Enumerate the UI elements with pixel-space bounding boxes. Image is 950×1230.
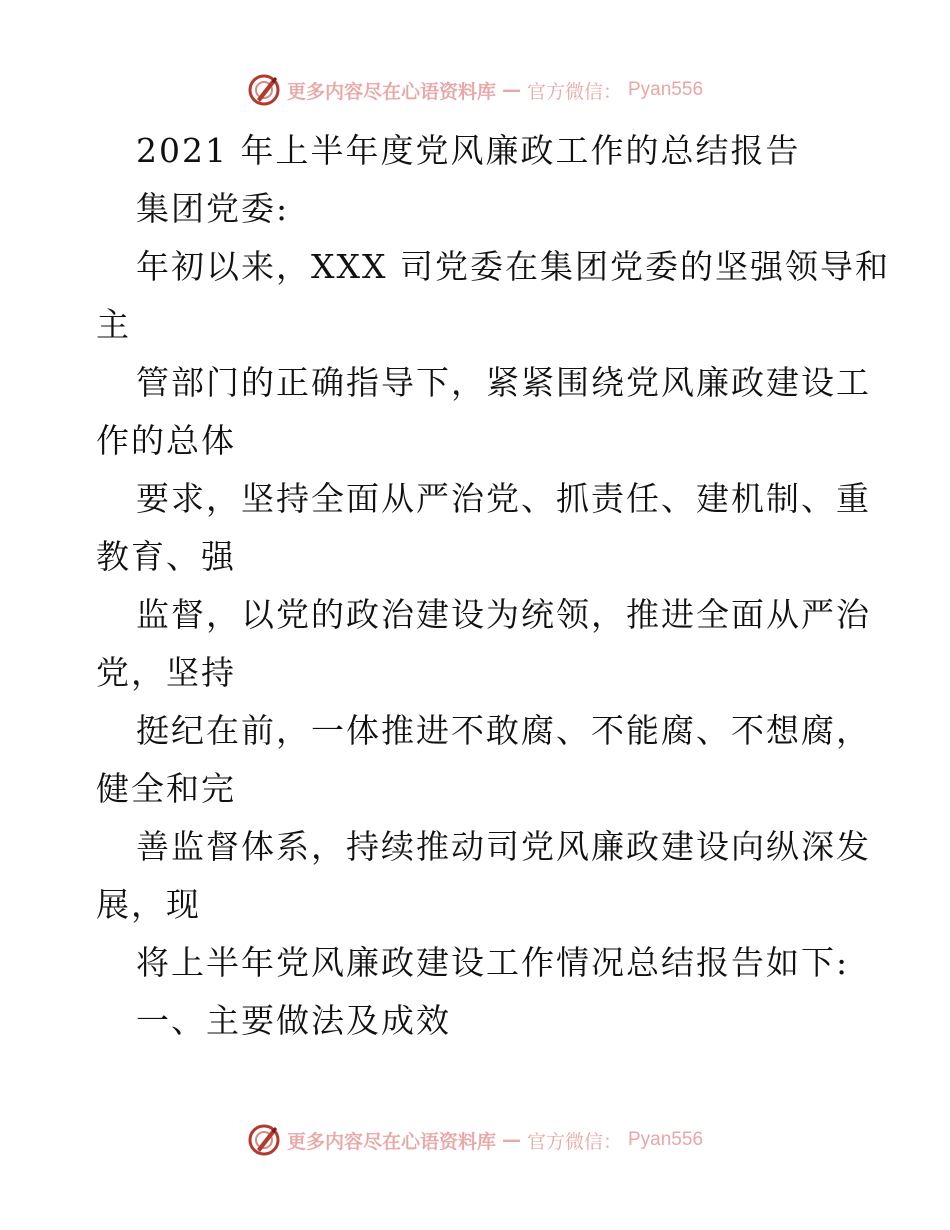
- banner-separator: —: [501, 79, 521, 101]
- paragraph-line: 监督，以党的政治建设为统领，推进全面从严治: [136, 595, 871, 634]
- header-banner: [0, 72, 950, 108]
- paragraph-line: 挺纪在前，一体推进不敢腐、不能腐、不想腐，: [136, 711, 871, 750]
- banner-site-text: 更多内容尽在心语资料库: [286, 80, 496, 103]
- logo-icon: [247, 1123, 281, 1157]
- banner-site-text: 更多内容尽在心语资料库: [286, 1130, 496, 1153]
- banner-wechat-label: 官方微信：: [526, 1130, 622, 1153]
- paragraph-line: 主: [96, 305, 131, 344]
- paragraph-line: 健全和完: [96, 769, 236, 808]
- footer-banner: [0, 1122, 950, 1158]
- paragraph-line: 党，坚持: [96, 653, 236, 692]
- paragraph-line: 管部门的正确指导下，紧紧围绕党风廉政建设工: [136, 363, 871, 402]
- paragraph-line: 作的总体: [96, 421, 236, 460]
- section-heading: 一、主要做法及成效: [136, 1001, 451, 1040]
- document-body: [96, 122, 890, 1050]
- paragraph-line: 善监督体系，持续推动司党风廉政建设向纵深发: [136, 827, 871, 866]
- paragraph-line: 年初以来，XXX 司党委在集团党委的坚强领导和: [136, 247, 890, 286]
- banner-separator: —: [501, 1129, 521, 1151]
- logo-icon: [247, 73, 281, 107]
- paragraph-line: 将上半年党风廉政建设工作情况总结报告如下:: [136, 943, 850, 982]
- banner-wechat-id: Pyan556: [628, 1129, 704, 1150]
- paragraph-line: 要求，坚持全面从严治党、抓责任、建机制、重: [136, 479, 871, 518]
- paragraph-line: 展，现: [96, 885, 201, 924]
- paragraph-line: 教育、强: [96, 537, 236, 576]
- document-title: 2021 年上半年度党风廉政工作的总结报告: [136, 131, 801, 170]
- banner-wechat-id: Pyan556: [628, 79, 704, 100]
- banner-wechat-label: 官方微信：: [526, 80, 622, 103]
- salutation: 集团党委:: [136, 189, 290, 228]
